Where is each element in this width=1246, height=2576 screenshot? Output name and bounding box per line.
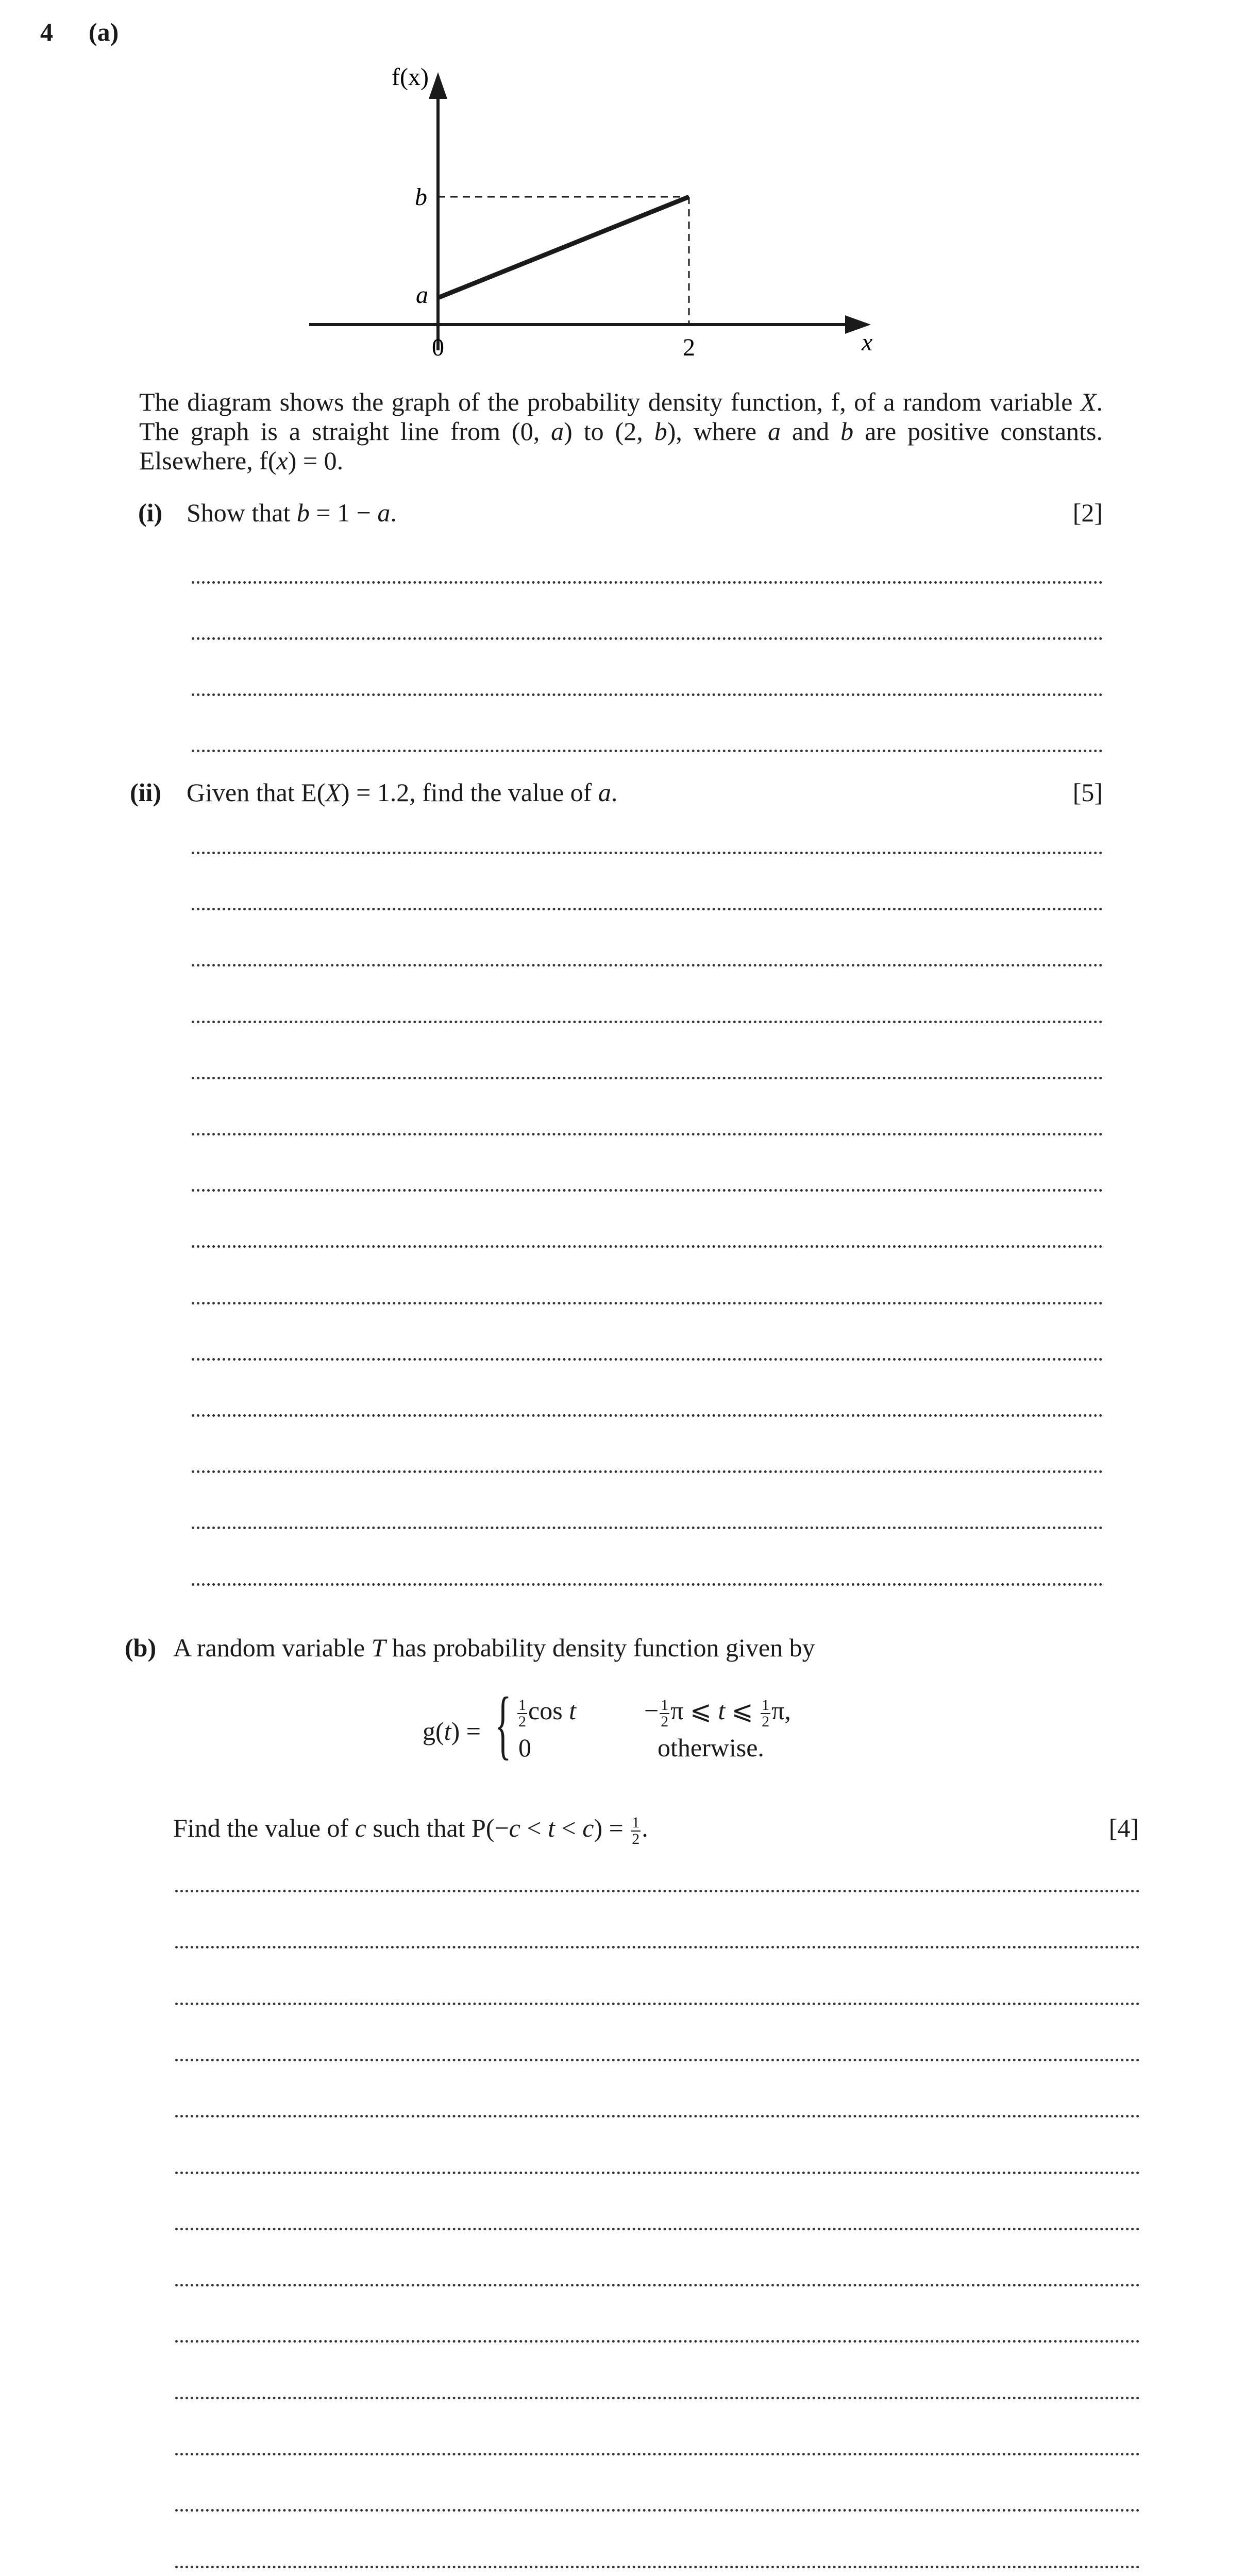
- pdf-brace: {: [495, 1682, 512, 1767]
- answer-line[interactable]: [192, 1583, 1103, 1586]
- part-ii-text: Given that E(X) = 1.2, find the value of a.: [187, 778, 618, 807]
- tick-label-0: 0: [432, 334, 444, 361]
- answer-line[interactable]: [175, 2115, 1140, 2117]
- pdf-case-1-value: $\frac{1}{2}$ cos t: [518, 1696, 577, 1730]
- answer-line[interactable]: [192, 1245, 1103, 1248]
- part-a-intro: The diagram shows the graph of the probability density function, f, of a random variable X. The graph is a straight line from (0, a) to (2, b), where a and b are positive constants. Elsewhere, f(x) = 0.: [139, 387, 1103, 475]
- answer-line[interactable]: [192, 1133, 1103, 1136]
- answer-line[interactable]: [192, 908, 1103, 910]
- tick-label-a: a: [416, 281, 428, 309]
- half-fraction: $\frac{1}{2}$: [762, 1696, 770, 1730]
- answer-line[interactable]: [175, 2397, 1140, 2399]
- part-i-label: (i): [138, 498, 163, 527]
- answer-line[interactable]: [175, 2059, 1140, 2061]
- answer-line[interactable]: [192, 852, 1103, 854]
- answer-line[interactable]: [192, 1189, 1103, 1192]
- answer-line[interactable]: [192, 1358, 1103, 1361]
- part-ii-marks: [5]: [1072, 778, 1103, 807]
- part-i-text: Show that b = 1 − a.: [187, 498, 397, 527]
- pdf-graph: [289, 62, 897, 366]
- part-b-task: Find the value of c such that P(−c < t < c) = $\frac{1}{2}$ .: [173, 1814, 648, 1848]
- pdf-definition: [423, 1682, 886, 1777]
- answer-line[interactable]: [192, 1414, 1103, 1417]
- answer-line[interactable]: [175, 1946, 1140, 1948]
- answer-line[interactable]: [175, 2509, 1140, 2512]
- tick-label-2: 2: [683, 334, 695, 361]
- pdf-case-2-value: 0: [518, 1733, 531, 1762]
- answer-line[interactable]: [192, 693, 1103, 696]
- y-axis-label: f(x): [392, 63, 429, 91]
- half-fraction: $\frac{1}{2}$: [661, 1696, 669, 1730]
- answer-line[interactable]: [192, 1077, 1103, 1079]
- answer-line[interactable]: [192, 964, 1103, 967]
- answer-line[interactable]: [192, 1470, 1103, 1473]
- answer-line[interactable]: [192, 1302, 1103, 1304]
- part-i-marks: [2]: [1072, 498, 1103, 527]
- answer-line[interactable]: [175, 2566, 1140, 2568]
- tick-label-b: b: [415, 183, 427, 211]
- answer-line[interactable]: [175, 2003, 1140, 2005]
- y-axis-arrow: [429, 72, 447, 99]
- answer-line[interactable]: [175, 1890, 1140, 1892]
- answer-line[interactable]: [192, 1527, 1103, 1529]
- half-fraction: $\frac{1}{2}$: [518, 1696, 526, 1730]
- half-fraction: $\frac{1}{2}$: [632, 1814, 640, 1848]
- pdf-lhs: g(t) =: [423, 1717, 481, 1745]
- pdf-case-2-condition: otherwise.: [658, 1733, 764, 1762]
- answer-line[interactable]: [192, 637, 1103, 640]
- part-a-label: (a): [89, 18, 119, 46]
- pdf-case-1-condition: − $\frac{1}{2}$ π ⩽ t ⩽ $\frac{1}{2}$ π,: [644, 1696, 791, 1730]
- part-b-marks: [4]: [1108, 1814, 1139, 1842]
- pdf-line: [438, 197, 689, 298]
- answer-line[interactable]: [192, 750, 1103, 752]
- question-number: 4: [40, 18, 53, 46]
- answer-line[interactable]: [175, 2228, 1140, 2230]
- answer-line[interactable]: [192, 1021, 1103, 1023]
- answer-line[interactable]: [175, 2453, 1140, 2455]
- x-axis-label: x: [862, 329, 873, 356]
- part-b-intro: A random variable T has probability density function given by: [173, 1633, 815, 1662]
- answer-line[interactable]: [175, 2340, 1140, 2343]
- part-b-label: (b): [125, 1633, 157, 1662]
- part-ii-label: (ii): [130, 778, 162, 807]
- answer-line[interactable]: [175, 2172, 1140, 2174]
- answer-line[interactable]: [192, 581, 1103, 584]
- answer-line[interactable]: [175, 2284, 1140, 2286]
